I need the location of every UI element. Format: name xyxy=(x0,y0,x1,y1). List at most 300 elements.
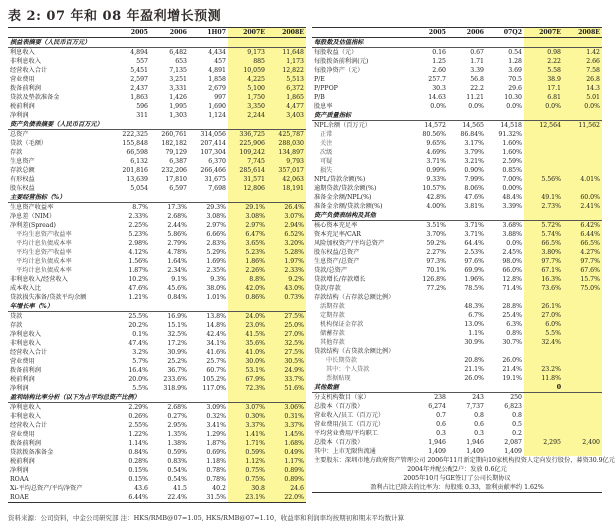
value-cell: 0.31% xyxy=(267,412,306,421)
value-cell: 51.6% xyxy=(267,384,306,393)
value-cell: 222,325 xyxy=(122,131,148,138)
value-cell: 41.0% xyxy=(228,348,267,357)
row-label: 贷款 xyxy=(10,313,23,320)
value-cell: 5.74% xyxy=(524,230,563,239)
value-cell: 41.5% xyxy=(228,330,267,339)
value-cell: 24.9% xyxy=(267,366,306,375)
header-blank xyxy=(312,28,410,38)
value-cell: 6.7% xyxy=(468,312,484,319)
value-cell: 6.66% xyxy=(206,231,226,238)
value-cell: 1.41% xyxy=(228,430,267,439)
value-cell: 67.1% xyxy=(524,266,563,275)
table-row xyxy=(8,130,306,140)
value-cell: 182,182 xyxy=(161,140,187,147)
value-cell: 70.5 xyxy=(508,76,522,83)
value-cell: 35.6% xyxy=(228,339,267,348)
table-row xyxy=(8,366,306,375)
value-cell xyxy=(524,184,563,193)
table-row xyxy=(312,338,602,347)
row-label: NPL/贷款余额(%) xyxy=(314,176,366,183)
value-cell: 653 xyxy=(175,58,187,65)
value-cell: 26.1% xyxy=(524,302,563,311)
value-cell: 0.0% xyxy=(506,240,522,247)
row-label: 税前利润 xyxy=(10,376,35,383)
value-cell: 60.7% xyxy=(206,367,226,374)
table-row xyxy=(312,248,602,257)
table-row xyxy=(312,356,602,365)
row-label: 存款结构（占存款总额比例） xyxy=(314,294,395,301)
table-row xyxy=(8,439,306,448)
left-financial-table xyxy=(8,27,306,503)
note-text: 2005年10月与GE签订了公司长期协议 xyxy=(403,475,511,482)
value-cell: 16.3% xyxy=(524,275,563,284)
value-cell xyxy=(410,211,448,221)
note-text: 盈利占比已除去的比率为：每股账 0.33，盈利贡献率约 1.62% xyxy=(312,483,602,493)
value-cell: 53.1% xyxy=(228,366,267,375)
value-cell: 1,863 xyxy=(130,94,148,101)
value-cell: 0.98 xyxy=(524,48,563,58)
row-label: 存款 xyxy=(10,322,23,329)
table-row xyxy=(312,275,602,284)
note-row xyxy=(312,483,602,493)
value-cell: 1.38% xyxy=(167,440,187,447)
value-cell: 2,437 xyxy=(130,85,148,92)
row-label: 贷款损失准备/贷款平均余额 xyxy=(10,294,87,301)
row-label: 营业费用/员工（百万元） xyxy=(314,421,385,428)
value-cell: 8.7% xyxy=(132,204,148,211)
table-row xyxy=(312,202,602,211)
value-cell: 45.6% xyxy=(167,285,187,292)
value-cell: 1,173 xyxy=(267,57,306,66)
value-cell: 14.3 xyxy=(563,84,602,93)
value-cell: 9,793 xyxy=(267,157,306,166)
value-cell: 3.17% xyxy=(464,140,484,147)
table-row xyxy=(312,320,602,329)
row-label: 非利息收入 xyxy=(10,58,41,65)
table-row xyxy=(8,57,306,66)
value-cell: 1.17% xyxy=(267,457,306,466)
value-cell: 1.71 xyxy=(470,58,484,65)
value-cell: 207,414 xyxy=(200,140,226,147)
row-label: 生息资产/总资产 xyxy=(314,258,360,265)
value-cell: 0.0% xyxy=(430,103,446,110)
value-cell xyxy=(448,211,486,221)
value-cell: 0.15% xyxy=(128,476,148,483)
value-cell: 26.0% xyxy=(502,357,522,364)
value-cell: 3.51% xyxy=(426,222,446,229)
value-cell: 2.27% xyxy=(426,249,446,256)
value-cell: 91.32% xyxy=(498,131,522,138)
header-blank xyxy=(8,28,111,38)
section-row xyxy=(312,111,602,121)
value-cell: 2.97% xyxy=(228,221,267,230)
table-row xyxy=(312,57,602,66)
value-cell: 3.70% xyxy=(426,231,446,238)
value-cell: 4,477 xyxy=(267,102,306,111)
value-cell: 3.21% xyxy=(464,158,484,165)
value-cell: 0.83% xyxy=(167,458,187,465)
table-row xyxy=(8,293,306,302)
value-cell: 5.58 xyxy=(524,66,563,75)
value-cell: 3.08% xyxy=(206,213,226,220)
value-cell: 24.0% xyxy=(228,312,267,322)
value-cell xyxy=(111,193,150,203)
value-cell: 3.80% xyxy=(524,248,563,257)
row-label: 拨备前利润 xyxy=(10,367,41,374)
row-label: 贷款（毛额） xyxy=(10,140,48,147)
row-label: 贷款结构（占贷款余额比例） xyxy=(314,348,395,355)
value-cell: 7,737 xyxy=(466,403,484,410)
value-cell: 2.79% xyxy=(167,240,187,247)
value-cell xyxy=(563,411,602,420)
table-row xyxy=(312,166,602,175)
row-label: 核心资本充足率 xyxy=(314,222,358,229)
year-header: 2005 xyxy=(410,28,448,38)
value-cell: 0.26% xyxy=(128,413,148,420)
value-cell: 3.81% xyxy=(464,203,484,210)
row-label: 非利息收入 xyxy=(10,413,41,420)
value-cell: 425,787 xyxy=(267,130,306,140)
value-cell: 1,690 xyxy=(208,103,226,110)
value-cell: 9.65% xyxy=(426,140,446,147)
value-cell xyxy=(524,411,563,420)
value-cell xyxy=(410,338,448,347)
year-header: 07Q2 xyxy=(486,28,524,38)
row-label: 股息率 xyxy=(314,103,333,110)
section-label: 资产负债表结构及其他 xyxy=(312,211,410,221)
row-label: 定期存款 xyxy=(320,312,345,319)
value-cell: 126.8% xyxy=(422,276,446,283)
value-cell: 0.8% xyxy=(506,330,522,337)
value-cell xyxy=(563,311,602,320)
row-label: 平均营业费用/平均职工 xyxy=(314,430,378,437)
section-label: 年增长率（%） xyxy=(8,302,111,312)
value-cell: 5.29% xyxy=(206,249,226,256)
value-cell: 260,761 xyxy=(161,131,187,138)
value-cell: 318.9% xyxy=(163,385,187,392)
row-label: 票据贴现 xyxy=(326,375,351,382)
value-cell: 9.2% xyxy=(267,275,306,284)
value-cell xyxy=(563,139,602,148)
value-cell: 0.84% xyxy=(128,449,148,456)
value-cell: 7.00% xyxy=(502,176,522,183)
section-row xyxy=(312,38,602,48)
value-cell xyxy=(111,38,150,48)
value-cell: 59.2% xyxy=(426,240,446,247)
table-row xyxy=(312,102,602,111)
value-cell: 5,513 xyxy=(267,75,306,84)
table-row xyxy=(8,111,306,120)
row-label: 贷款/总资产 xyxy=(314,267,348,274)
table-row xyxy=(8,66,306,75)
section-label: 资产负债表摘要（人民币百万元） xyxy=(8,120,111,130)
value-cell: 5.01 xyxy=(563,93,602,102)
value-cell: 1.56% xyxy=(128,258,148,265)
row-label: 平均生息资产收益率 xyxy=(16,231,72,238)
section-row xyxy=(8,302,306,312)
value-cell xyxy=(448,38,486,48)
section-label: 盈利结构比率分析（以下为占平均总资产比例） xyxy=(10,394,140,401)
value-cell: 10,059 xyxy=(228,66,267,75)
value-cell: 997 xyxy=(214,94,226,101)
value-cell: 596 xyxy=(136,103,148,110)
value-cell: 17.2% xyxy=(167,340,187,347)
row-label: 有形权益 xyxy=(10,176,35,183)
value-cell xyxy=(524,139,563,148)
section-label: 损益表摘要（人民币百万元） xyxy=(8,38,111,48)
table-row xyxy=(8,266,306,275)
value-cell: 0.89% xyxy=(267,466,306,475)
table-row xyxy=(312,365,602,374)
value-cell: 4,891 xyxy=(208,67,226,74)
value-cell: 41.6% xyxy=(206,349,226,356)
table-title: 表 2: 07 年和 08 年盈利增长预测 xyxy=(8,9,222,24)
value-cell: 5.23% xyxy=(228,248,267,257)
value-cell: 78.5% xyxy=(464,285,484,292)
value-cell: 75.0% xyxy=(563,284,602,293)
row-label: 总股本（百万股） xyxy=(314,403,364,410)
value-cell xyxy=(563,338,602,347)
table-row xyxy=(8,357,306,366)
row-label: 总资产 xyxy=(10,131,29,138)
table-row xyxy=(8,484,306,493)
row-label: 净利息收入 xyxy=(10,404,41,411)
value-cell xyxy=(410,383,448,393)
value-cell: 9,173 xyxy=(228,48,267,58)
value-cell xyxy=(111,120,150,130)
note-row xyxy=(312,465,602,474)
value-cell: 3.71% xyxy=(426,158,446,165)
value-cell: 2.33% xyxy=(128,213,148,220)
value-cell: 33.7% xyxy=(267,375,306,384)
value-cell: 7.58 xyxy=(563,66,602,75)
row-label: 非利息收入 xyxy=(10,340,41,347)
value-cell xyxy=(563,157,602,166)
row-label: 存款 xyxy=(10,149,23,156)
table-row xyxy=(8,175,306,184)
table-row xyxy=(8,75,306,84)
value-cell: 1.68% xyxy=(267,439,306,448)
value-cell: 0.85% xyxy=(502,167,522,174)
row-label: 其他存款 xyxy=(320,339,345,346)
year-header: 2006 xyxy=(448,28,486,38)
value-cell: 27.0% xyxy=(267,330,306,339)
value-cell: 2.73% xyxy=(524,202,563,211)
value-cell: 243 xyxy=(472,394,484,401)
row-label: 机构保证金存款 xyxy=(320,321,364,328)
value-cell: 10.2% xyxy=(128,276,148,283)
value-cell: 1,409 xyxy=(504,448,522,455)
value-cell: 1,858 xyxy=(208,76,226,83)
value-cell xyxy=(410,320,448,329)
value-cell: 23.2% xyxy=(524,365,563,374)
value-cell: 266,466 xyxy=(200,167,226,174)
value-cell xyxy=(486,111,524,121)
value-cell: 27.5% xyxy=(267,348,306,357)
value-cell: 6.0% xyxy=(524,320,563,329)
table-row xyxy=(312,230,602,239)
value-cell: 2.22 xyxy=(524,57,563,66)
year-header: 2007E xyxy=(228,28,267,38)
value-cell xyxy=(524,447,563,456)
table-row xyxy=(312,75,602,84)
value-cell: 10.30 xyxy=(504,94,522,101)
value-cell: 30.9% xyxy=(464,339,484,346)
value-cell xyxy=(410,111,448,121)
value-cell: 1.69% xyxy=(206,258,226,265)
value-cell: 97.6% xyxy=(464,258,484,265)
value-cell xyxy=(563,130,602,139)
value-cell: 66.5% xyxy=(524,239,563,248)
value-cell: 30.5% xyxy=(267,357,306,366)
value-cell: 15.7% xyxy=(563,275,602,284)
value-cell: 3.37% xyxy=(267,421,306,430)
value-cell: 0.67 xyxy=(470,49,484,56)
value-cell: 4.69% xyxy=(426,149,446,156)
value-cell: 0.59% xyxy=(228,448,267,457)
value-cell xyxy=(189,120,228,130)
value-cell: 0.16 xyxy=(432,49,446,56)
value-cell: 25.4% xyxy=(502,312,522,319)
note-row xyxy=(312,474,602,483)
value-cell xyxy=(486,293,524,302)
row-label: 拨备前利润 xyxy=(10,440,41,447)
value-cell: 107,304 xyxy=(200,149,226,156)
row-label: 平均计息负债成本率 xyxy=(16,240,72,247)
value-cell: 0.78% xyxy=(206,467,226,474)
value-cell: 1.22% xyxy=(128,431,148,438)
value-cell: 49.1% xyxy=(524,193,563,202)
table-row xyxy=(8,375,306,384)
value-cell xyxy=(563,184,602,193)
value-cell: 9.3% xyxy=(210,276,226,283)
value-cell: 0.2 xyxy=(512,430,522,437)
table-row xyxy=(8,102,306,111)
row-label: 非利息收入/经营收入 xyxy=(10,276,68,283)
value-cell: 70.1% xyxy=(426,267,446,274)
table-row xyxy=(8,466,306,475)
row-label: ROAE xyxy=(8,493,111,503)
value-cell: 6,482 xyxy=(169,49,187,56)
value-cell: 2.44% xyxy=(167,222,187,229)
value-cell: 6,387 xyxy=(169,158,187,165)
value-cell: 36.7% xyxy=(167,367,187,374)
value-cell: 1.97% xyxy=(267,257,306,266)
value-cell: 885 xyxy=(228,57,267,66)
value-cell xyxy=(410,38,448,48)
value-cell xyxy=(524,347,563,356)
value-cell xyxy=(563,320,602,329)
value-cell: 1.14% xyxy=(128,440,148,447)
row-label: 税前利润 xyxy=(10,103,35,110)
value-cell: 0.00% xyxy=(502,185,522,192)
table-row xyxy=(312,329,602,338)
value-cell: 4.27% xyxy=(563,248,602,257)
value-cell: 26.0% xyxy=(464,375,484,382)
row-label: 经营收入合计 xyxy=(10,422,48,429)
value-cell: 0.69% xyxy=(206,449,226,456)
value-cell: 43.6 xyxy=(134,485,148,492)
value-cell: 38.0% xyxy=(206,285,226,292)
table-row xyxy=(8,430,306,439)
row-label: 净利息收入 xyxy=(10,331,41,338)
value-cell: 6,132 xyxy=(130,158,148,165)
table-row xyxy=(312,221,602,231)
value-cell xyxy=(486,211,524,221)
value-cell xyxy=(228,38,267,48)
value-cell: 1.42 xyxy=(563,48,602,58)
value-cell: 2.34% xyxy=(167,267,187,274)
value-cell: 3.71% xyxy=(464,222,484,229)
value-cell: 25.7% xyxy=(206,358,226,365)
value-cell xyxy=(486,38,524,48)
value-cell: 2.98% xyxy=(128,240,148,247)
value-cell: 0.54 xyxy=(508,49,522,56)
value-cell: 0.8 xyxy=(512,412,522,419)
value-cell xyxy=(524,402,563,411)
row-label: P/E xyxy=(314,76,325,83)
value-cell: 4,894 xyxy=(130,49,148,56)
value-cell: 4.01% xyxy=(563,175,602,184)
value-cell: 29.6 xyxy=(508,85,522,92)
value-cell: 6.52% xyxy=(267,230,306,239)
row-label: ROAA xyxy=(10,476,29,483)
value-cell: 23.1% xyxy=(228,493,267,503)
value-cell: 79,129 xyxy=(165,149,187,156)
section-label: 主要经营指标（%） xyxy=(8,193,111,203)
value-cell: 13,639 xyxy=(126,176,148,183)
value-cell: 47.4% xyxy=(128,340,148,347)
row-label: 关注 xyxy=(320,140,333,147)
value-cell: 117.0% xyxy=(202,385,226,392)
value-cell xyxy=(563,420,602,429)
row-label: 其中：个人贷款 xyxy=(326,366,370,373)
table-row xyxy=(312,84,602,93)
value-cell xyxy=(563,393,602,403)
note-text: 主要股东：深圳市地方政府资产管理公司 2006年11月新定期向10家机构投资人定向发行股份，募资30.9亿元 xyxy=(314,457,615,464)
table-row xyxy=(312,438,602,447)
value-cell: 1.60% xyxy=(502,149,522,156)
value-cell: 17,810 xyxy=(165,176,187,183)
value-cell: 11.8% xyxy=(524,374,563,383)
table-row xyxy=(312,402,602,411)
section-row xyxy=(8,120,306,130)
value-cell: 67.9% xyxy=(228,375,267,384)
source-footnote: 资料来源：公司资料，中金公司研究部 注：HKS/RMB@07=1.05, HKS/RMB@07=1.10，收益率和利润率均按期初和期末平均数计算 xyxy=(8,514,405,522)
value-cell: 0.99% xyxy=(426,167,446,174)
value-cell: 42.8% xyxy=(426,194,446,201)
value-cell xyxy=(524,157,563,166)
table-row xyxy=(312,121,602,131)
value-cell: 14.8% xyxy=(206,322,226,329)
row-label: 营业费用 xyxy=(10,76,35,83)
value-cell: 6,597 xyxy=(169,185,187,192)
row-label: P/PPOP xyxy=(314,85,338,92)
table-row xyxy=(8,493,306,503)
value-cell: 41.5 xyxy=(173,485,187,492)
table-row xyxy=(312,302,602,311)
value-cell: 47.6% xyxy=(128,285,148,292)
value-cell: 1,865 xyxy=(267,93,306,102)
table-row xyxy=(8,93,306,102)
value-cell: 86.84% xyxy=(460,131,484,138)
table-row xyxy=(312,157,602,166)
value-cell: 48.4% xyxy=(502,194,522,201)
year-header: 2005 xyxy=(111,28,150,38)
table-row xyxy=(312,148,602,157)
value-cell xyxy=(563,148,602,157)
value-cell: 3.41% xyxy=(206,422,226,429)
